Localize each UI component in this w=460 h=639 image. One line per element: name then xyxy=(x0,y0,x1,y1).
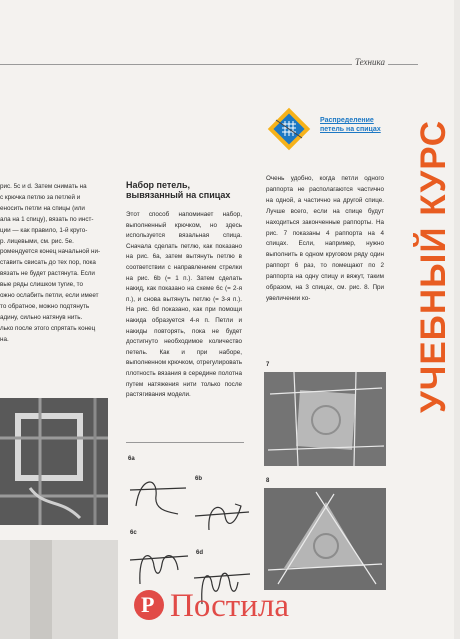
left-column-line: вязать не будет растянута. Если xyxy=(0,270,95,278)
left-column-line: вые ряды слишком тугие, то xyxy=(0,281,83,289)
section-heading: Набор петель, вывязанный на спицах xyxy=(126,180,231,200)
left-column-line: ожно ослабить петли, если имеет xyxy=(0,292,99,300)
vertical-title: УЧЕБНЫЙ КУРС xyxy=(414,120,453,414)
knitting-photo-8 xyxy=(264,488,386,590)
figure-label-6b: 6b xyxy=(195,476,203,482)
middle-column-text: Этот способ напоминает набор, выполненный крючком, но здесь используется вязальная спица. Сначала сделать петлю, как показано на рис. 6а, затем вытянуть петлю в соответствии с направлением стрелки на рис. 6b (= 1 п.). Затем сделать накид, как показано на схеме 6с (= 2-я п.), и снова вытянуть петлю (= 3-я п.). На рис. 6d показано, как при помощи накида образуется 4-я п. Петли и накиды повторять, пока не будет достигнуто необходимое количество петель. Как и при наборе, выполненном крючком, отрегулировать плотность вязания в середине полотна путем натяжения нити только после растягивания модели. xyxy=(126,211,242,399)
figure-label-6a: 6a xyxy=(128,456,135,462)
left-column-line: ала на 1 спицу), вязать по инст- xyxy=(0,215,94,223)
left-column-line: рис. 5с и d. Затем снимать на xyxy=(0,183,87,190)
left-column-line: то обратное, можно подтянуть xyxy=(0,302,90,310)
left-column-line: с крючка петлю за петлей и xyxy=(0,193,81,201)
divider xyxy=(126,442,244,443)
section-tag: Техника xyxy=(352,57,388,67)
watermark-text: Постила xyxy=(170,588,289,624)
info-box xyxy=(266,106,394,154)
left-photo-shadow xyxy=(0,540,118,639)
needles-grid-icon xyxy=(266,106,312,152)
left-column-text xyxy=(0,182,106,346)
left-column-line: еносить петли на спицы (или xyxy=(0,204,85,212)
info-box-title: Распределение петель на спицах xyxy=(320,117,381,133)
figure-label-6c: 6c xyxy=(130,530,137,536)
diagram-6b xyxy=(195,486,251,534)
knitting-photo-left xyxy=(0,398,108,525)
figure-label-7: 7 xyxy=(266,362,270,368)
left-column-line: адину, сильно натянув нить. xyxy=(0,313,83,321)
page-edge xyxy=(454,0,460,639)
diagram-6a xyxy=(128,466,188,518)
left-column-line: ставить свисать до тех пор, пока xyxy=(0,259,96,267)
left-column-line: р. лицевыми, см. рис. 5е. xyxy=(0,237,74,245)
figure-label-8: 8 xyxy=(266,478,270,484)
watermark-logo: P xyxy=(134,590,164,620)
left-column-line: на. xyxy=(0,335,9,343)
right-column-text: Очень удобно, когда петли одного раппорта не располагаются частично на одной, а частично на другой спице. Лучше всего, если на спице будут находиться законченные раппорты. На рис. 7 показаны 4 раппорта на 4 спицах. Если, например, нужно выполнить в одном круговом ряду один раппорт 6 раз, то помещают по 2 раппорта на одну спицу и вяжут, таким образом, на 3 спицах, см. рис. 8. При увеличении ко- xyxy=(266,175,384,302)
left-column-line: ции — как правило, 1-й круго- xyxy=(0,226,88,234)
left-column-line: лько после этого спрятать конец xyxy=(0,324,96,332)
left-column-line: ромендуется конец начальной ни- xyxy=(0,248,101,256)
diagram-6c xyxy=(130,540,190,590)
knitting-photo-7 xyxy=(264,372,386,466)
figure-label-6d: 6d xyxy=(196,550,204,556)
